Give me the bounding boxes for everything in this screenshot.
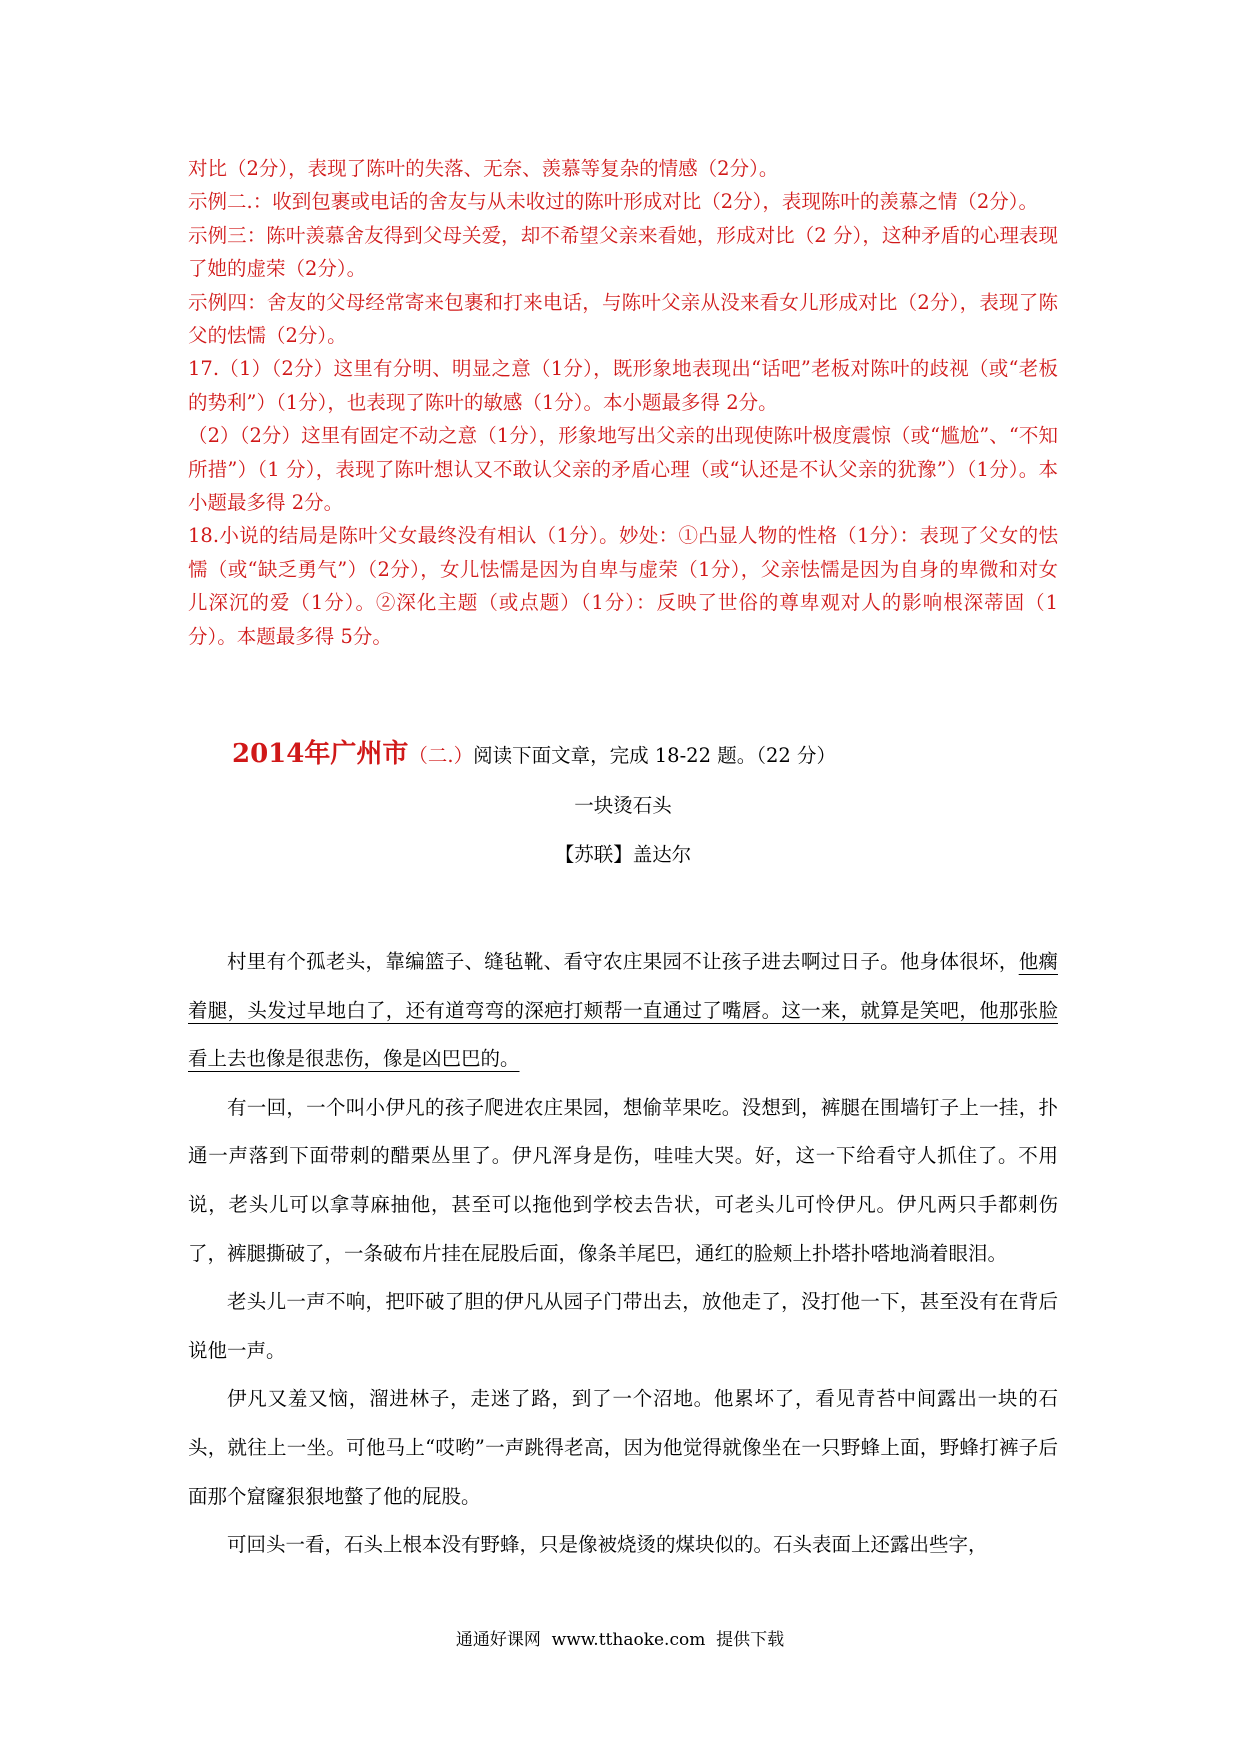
article-body bbox=[188, 938, 1058, 1570]
exam-heading bbox=[232, 738, 1032, 772]
article-paragraph: 老头儿一声不响，把吓破了胆的伊凡从园子门带出去，放他走了，没打他一下，甚至没有在背后说他一声。 bbox=[188, 1290, 1058, 1362]
article-paragraph: 有一回，一个叫小伊凡的孩子爬进农庄果园，想偷苹果吃。没想到，裤腿在围墙钉子上一挂，扑通一声落到下面带刺的醋栗丛里了。伊凡浑身是伤，哇哇大哭。好，这一下给看守人抓住了。不用说，老头儿可以拿荨麻抽他，甚至可以拖他到学校去告状，可老头儿可怜伊凡。伊凡两只手都刺伤了，裤腿撕破了，一条破布片挂在屁股后面，像条羊尾巴，通红的脸颊上扑塔扑嗒地淌着眼泪。 bbox=[188, 1095, 1058, 1265]
answer-line: （2）（2分）这里有固定不动之意（1分），形象地写出父亲的出现使陈叶极度震惊（或“尴尬”、“不知所措”）（1 分），表现了陈叶想认又不敢认父亲的矛盾心理（或“认还是不认父亲的犹豫”）（1分）。本小题最多得 2分。 bbox=[188, 424, 1058, 515]
article-title: 一块烫石头 bbox=[574, 794, 672, 817]
exam-section: （二.） bbox=[408, 744, 474, 767]
article-paragraph bbox=[188, 938, 1058, 1084]
answer-line: 示例四：舍友的父母经常寄来包裹和打来电话，与陈叶父亲从没来看女儿形成对比（2分），表现了陈父的怯懦（2分）。 bbox=[188, 290, 1058, 348]
answer-line: 示例二.：收到包裹或电话的舍友与从未收过的陈叶形成对比（2分），表现陈叶的羡慕之情（2分）。 bbox=[188, 190, 1039, 214]
exam-year-city: 2014年广州市 bbox=[232, 739, 409, 769]
underlined-text: 他瘸着腿，头发过早地白了，还有道弯弯的深疤打颊帮一直通过了嘴唇。这一来，就算是笑吧，他那张脸看上去也像是很悲伤，像是凶巴巴的。 bbox=[188, 950, 1058, 1071]
answer-line: 17.（1）（2分）这里有分明、明显之意（1分），既形象地表现出“话吧”老板对陈叶的歧视（或“老板的势利”）（1分），也表现了陈叶的敏感（1分）。本小题最多得 2分。 bbox=[188, 357, 1058, 414]
answer-line: 对比（2分），表现了陈叶的失落、无奈、羡慕等复杂的情感（2分）。 bbox=[188, 157, 779, 180]
article-author: 【苏联】盖达尔 bbox=[554, 843, 692, 866]
page-footer: 通通好课网 www.tthaoke.com 提供下载 bbox=[455, 1630, 785, 1650]
answer-line: 示例三：陈叶羡慕舍友得到父母关爱，却不希望父亲来看她，形成对比（2 分），这种矛盾的心理表现了她的虚荣（2分）。 bbox=[188, 223, 1058, 281]
answer-key bbox=[188, 152, 1058, 653]
paragraph-text: 村里有个孤老头，靠编篮子、缝毡靴、看守农庄果园不让孩子进去啊过日子。他身体很坏， bbox=[227, 950, 1019, 973]
exam-instruction: 阅读下面文章，完成 18-22 题。（22 分） bbox=[473, 744, 836, 767]
article-paragraph: 可回头一看，石头上根本没有野蜂，只是像被烧烫的煤块似的。石头表面上还露出些字， bbox=[227, 1533, 988, 1557]
article-paragraph: 伊凡又羞又恼，溜进林子，走迷了路，到了一个沼地。他累坏了，看见青苔中间露出一块的石头，就往上一坐。可他马上“哎哟”一声跳得老高，因为他觉得就像坐在一只野蜂上面，野蜂打裤子后面那个窟窿狠狠地螫了他的屁股。 bbox=[188, 1387, 1058, 1508]
answer-line: 18.小说的结局是陈叶父女最终没有相认（1分）。妙处：①凸显人物的性格（1分）：表现了父女的怯懦（或“缺乏勇气”）（2分），女儿怯懦是因为自卑与虚荣（1分），父亲怯懦是因为自身的卑微和对女儿深沉的爱（1分）。②深化主题（或点题）（1分）：反映了世俗的尊卑观对人的影响根深蒂固（1分）。本题最多得 5分。 bbox=[188, 524, 1058, 648]
